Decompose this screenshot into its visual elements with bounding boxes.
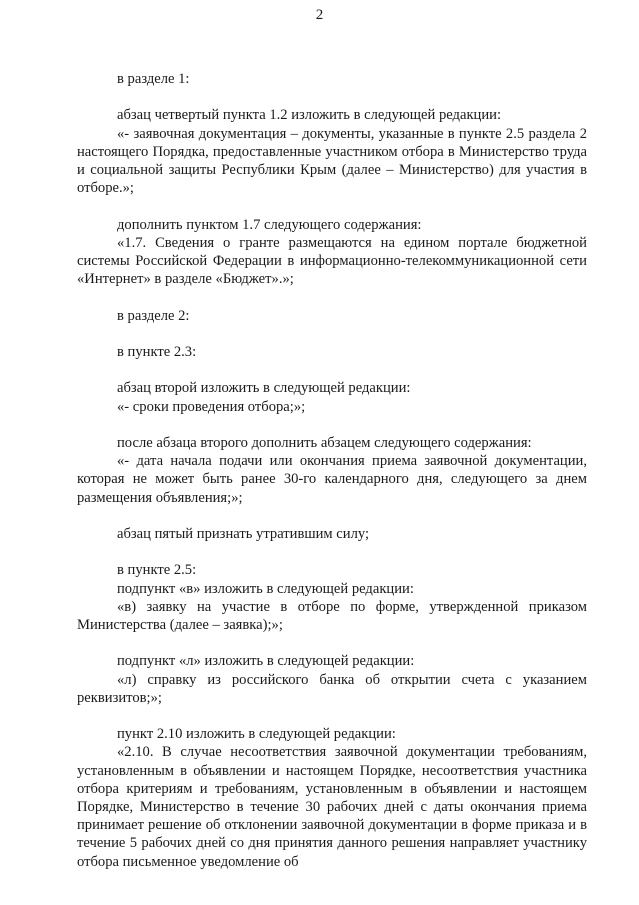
paragraph-item-2-3-addition-text: «- дата начала подачи или окончания приема заявочной документации, которая не может быть ранее 30-го календарного дня, следующего за днем размещения объявления;»; xyxy=(77,453,587,506)
paragraph-subitem-v-intro: подпункт «в» изложить в следующей редакции: xyxy=(117,580,414,597)
paragraph-item-2-3-abzac2-intro: абзац второй изложить в следующей редакции: xyxy=(117,380,411,397)
paragraph-item-1-7-text: «1.7. Сведения о гранте размещаются на едином портале бюджетной системы Российской Федерации в информационно-телекоммуникационной сети «Интернет» в разделе «Бюджет».»; xyxy=(77,234,587,288)
paragraph-item-2-5: в пункте 2.5: xyxy=(117,562,197,579)
paragraph-subitem-l-text: «л) справку из российского банка об открытии счета с указанием реквизитов;»; xyxy=(77,671,587,706)
paragraph-item-2-10-text: «2.10. В случае несоответствия заявочной документации требованиям, установленным в объявлении и настоящем Порядке, несоответствия участника отбора критериям и требованиям, установленным в объявлении и настоящем Порядке, Министерство в течение 30 рабочих дней с даты окончания приема принимает решение об отклонении заявочной документации в форме приказа и в течение 5 рабочих дней со дня принятия данного решения направляет участнику отбора письменное уведомление об xyxy=(77,744,587,870)
paragraph-item-2-3: в пункте 2.3: xyxy=(117,343,197,360)
paragraph-section-1: в разделе 1: xyxy=(117,71,190,87)
paragraph-item-2-3-abzac2-text: «- сроки проведения отбора;»; xyxy=(117,398,306,415)
paragraph-subitem-v-text: «в) заявку на участие в отборе по форме, утвержденной приказом Министерства (далее – заявка);»; xyxy=(77,598,587,633)
paragraph-subitem-l-intro: подпункт «л» изложить в следующей редакции: xyxy=(117,653,415,670)
paragraph-item-1-7-intro: дополнить пунктом 1.7 следующего содержания: xyxy=(117,216,422,233)
paragraph-item-2-3-abzac5: абзац пятый признать утратившим силу; xyxy=(117,525,370,542)
document-body xyxy=(77,70,587,871)
paragraph-section-2: в разделе 2: xyxy=(117,307,190,324)
paragraph-item-1-2-intro: абзац четвертый пункта 1.2 изложить в следующей редакции: xyxy=(117,107,502,124)
paragraph-item-1-2-text: «- заявочная документация – документы, указанные в пункте 2.5 раздела 2 настоящего Порядка, предоставленные участником отбора в Министерство труда и социальной защиты Республики Крым (далее – Министерство) для участия в отборе.»; xyxy=(77,125,587,197)
paragraph-item-2-3-addition-intro: после абзаца второго дополнить абзацем следующего содержания: xyxy=(117,434,532,451)
paragraph-item-2-10-intro: пункт 2.10 изложить в следующей редакции: xyxy=(117,726,396,743)
page-number: 2 xyxy=(315,7,324,23)
